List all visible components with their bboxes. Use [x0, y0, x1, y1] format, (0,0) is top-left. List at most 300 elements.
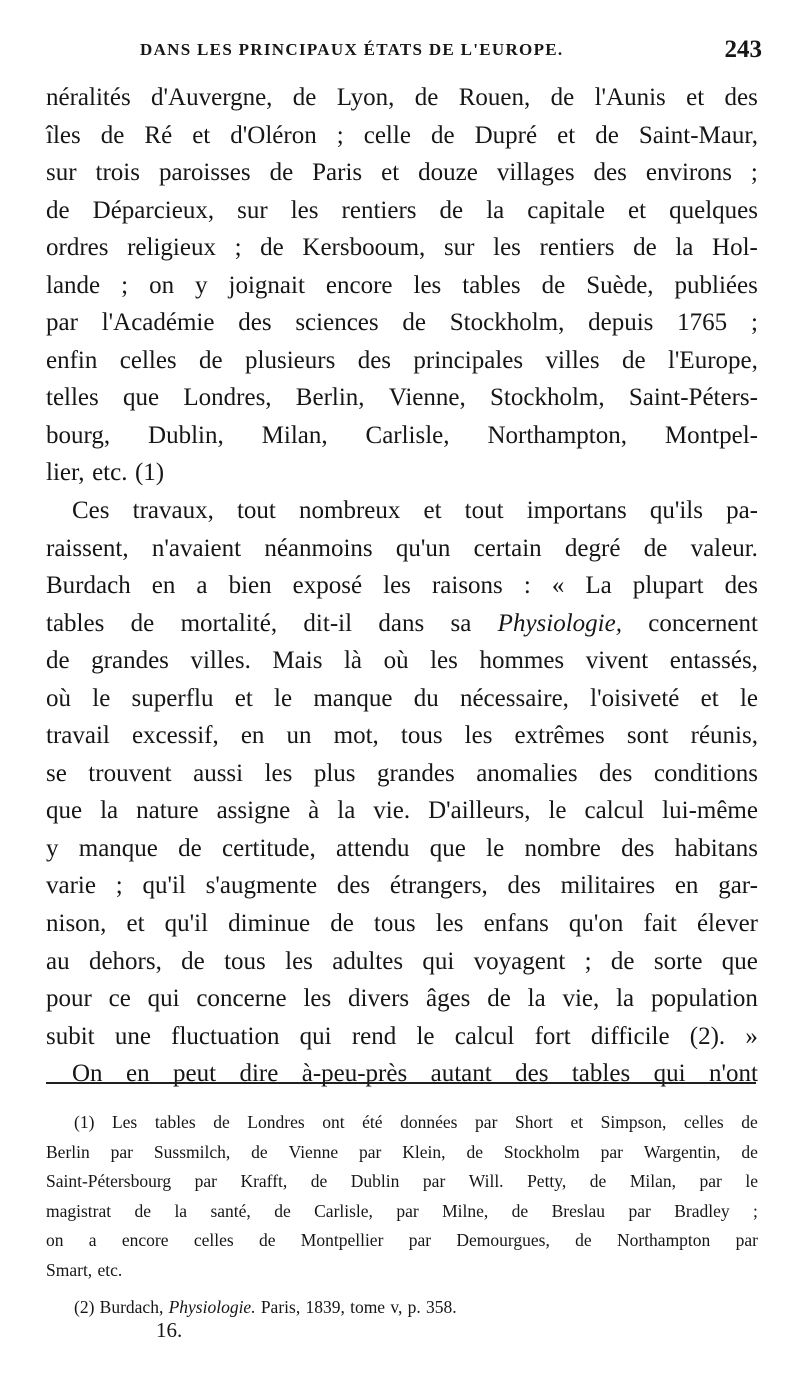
footnote-word: de [134, 1200, 152, 1221]
body-word: et [628, 196, 647, 224]
body-word: trouvent [88, 759, 172, 787]
footnote-word: Wargentin, [643, 1141, 721, 1162]
body-word: La [585, 572, 612, 600]
body-word: concerne [196, 985, 287, 1013]
body-word: bourg, [46, 421, 111, 449]
body-word: tous [400, 722, 443, 750]
body-word: les [430, 647, 458, 675]
body-word: réunis, [690, 722, 758, 750]
signature-mark: 16. [156, 1318, 183, 1342]
body-word: tout [464, 497, 504, 525]
body-word: telles [46, 384, 99, 412]
body-word: l'oisiveté [590, 684, 680, 712]
body-word: Lyon, [336, 84, 395, 111]
body-word: : [523, 572, 531, 600]
body-word: pa- [726, 497, 758, 525]
footnote-word: par [422, 1171, 446, 1191]
body-word: vie, [562, 985, 600, 1013]
body-word: des [593, 159, 627, 187]
footnote-word: celles [193, 1230, 234, 1250]
footnote-word: Northampton [616, 1230, 711, 1250]
body-word: villes [545, 346, 600, 374]
body-word: là [343, 647, 363, 675]
body-word: néanmoins [264, 534, 373, 562]
body-word: fait [643, 910, 677, 938]
footnote-word: ont [322, 1112, 345, 1132]
footnote-word: Berlin [46, 1141, 90, 1162]
footnote-word: (1) [74, 1112, 95, 1132]
body-word: extrêmes [514, 722, 605, 750]
body-word: Déparcieux, [92, 196, 215, 224]
footnote-word: par [628, 1200, 651, 1221]
body-word: des [238, 309, 272, 337]
footnote-word: Physiologie. [168, 1297, 256, 1317]
body-line [46, 605, 758, 643]
body-word: Kersbooum, [302, 234, 426, 262]
footnote-word: Stockholm [503, 1141, 580, 1162]
footnote-word: 1839, [305, 1297, 345, 1317]
body-word: travail [46, 722, 110, 750]
footnote-line [46, 1226, 758, 1256]
body-word: que [46, 797, 83, 825]
footnote-word: et [570, 1112, 584, 1132]
body-word: degré [564, 534, 621, 562]
body-word: grandes [376, 759, 455, 787]
body-word: se [46, 759, 67, 787]
body-word: peut [172, 1060, 217, 1088]
footnote-word: de [741, 1141, 758, 1162]
footnote-word: de [575, 1230, 592, 1250]
body-word: sur [443, 234, 475, 262]
body-word: gar- [718, 872, 758, 900]
body-word: lui-même [662, 797, 758, 825]
body-word: les [383, 572, 411, 600]
footnote-word: tome [350, 1297, 386, 1317]
footnote-word: 358. [425, 1297, 457, 1317]
body-word: en [125, 1060, 150, 1088]
body-word: religieux [127, 234, 216, 262]
body-word: la [675, 234, 694, 262]
body-word: diminue [228, 910, 311, 938]
body-word: adultes [332, 947, 404, 975]
body-word: au [46, 947, 70, 975]
body-word: à-peu-près [301, 1060, 408, 1088]
body-word: de [292, 84, 317, 111]
body-word: (2). [689, 1022, 726, 1050]
body-word: rentiers [539, 234, 615, 262]
body-word: ; [115, 872, 123, 900]
footnote-word: de [511, 1200, 529, 1221]
body-line [46, 943, 758, 981]
body-word: le [92, 684, 111, 712]
body-word: qui [653, 1060, 686, 1088]
body-word: sciences [295, 309, 379, 337]
body-word: excessif, [131, 722, 219, 750]
body-word: que [429, 834, 466, 862]
footnote-word: Demourgues, [456, 1230, 550, 1250]
body-word: et [126, 910, 145, 938]
body-word: celles [119, 346, 177, 374]
body-word: publiées [674, 271, 758, 299]
body-word: ; [584, 947, 592, 975]
body-word: bien [228, 572, 272, 600]
footnote-line [46, 1138, 758, 1168]
body-word: n'ont [708, 1060, 758, 1088]
footnote-word: ; [752, 1200, 758, 1221]
body-word: environs [645, 159, 732, 187]
body-word: D'ailleurs, [428, 797, 531, 825]
body-word: et [700, 684, 719, 712]
body-word: l'Europe, [667, 346, 758, 374]
footnote-word: Simpson, [600, 1112, 667, 1132]
body-word: qu'un [395, 534, 451, 562]
body-word: trois [95, 159, 140, 187]
body-word: Ces [72, 497, 110, 525]
body-word: Montpel- [664, 421, 758, 449]
body-word: attendu [335, 834, 410, 862]
footnote-word: la [174, 1200, 188, 1221]
body-word: des [599, 759, 633, 787]
body-word: ordres [46, 234, 109, 262]
body-word: la [337, 797, 356, 825]
body-word: que [721, 947, 758, 975]
body-line [46, 492, 758, 530]
body-word: îles [46, 121, 81, 149]
body-word: où [46, 684, 71, 712]
body-word: de [330, 910, 354, 938]
body-word: Suède, [586, 271, 654, 299]
body-word: » [745, 1022, 758, 1050]
body-word: en [151, 572, 176, 600]
body-word: Hol- [712, 234, 758, 262]
body-word: du [413, 684, 439, 712]
footnote-word: de [251, 1141, 268, 1162]
body-word: ; [121, 271, 129, 299]
body-line [46, 79, 758, 117]
body-line [46, 530, 758, 568]
body-word: 1765 [677, 309, 728, 337]
body-word: en [674, 872, 699, 900]
footnote-word: Montpellier [300, 1230, 384, 1250]
footnote-word: p. [407, 1297, 421, 1317]
body-word: Paris [312, 159, 363, 187]
body-word: superflu [131, 684, 214, 712]
body-word: tables [46, 609, 105, 637]
body-word: on [149, 271, 175, 299]
footnote-word: par [396, 1200, 419, 1221]
body-word: en [240, 722, 265, 750]
footnote-word: de [213, 1112, 230, 1132]
footnote-word: Smart, [46, 1259, 93, 1280]
body-word: de [439, 196, 464, 224]
body-word: plusieurs [245, 346, 336, 374]
footnote-word: (2) [74, 1297, 95, 1317]
body-word: certain [473, 534, 542, 562]
footnote-word: par [359, 1141, 382, 1162]
footnote-word: Milne, [442, 1200, 489, 1221]
body-word: les [413, 271, 442, 299]
body-word: et [423, 497, 442, 525]
body-word: sorte [653, 947, 703, 975]
body-word: travaux, [132, 497, 214, 525]
body-line [46, 1055, 758, 1093]
body-word: Dupré [474, 121, 538, 149]
footnote-word: encore [121, 1230, 169, 1250]
footnote-line [46, 1293, 758, 1323]
body-word: sur [237, 196, 268, 224]
body-word: dire [239, 1060, 279, 1088]
body-word: autant [430, 1060, 492, 1088]
body-word: exposé [292, 572, 363, 600]
body-word: ; [750, 159, 758, 187]
body-word: des [336, 872, 371, 900]
body-word: y [195, 271, 208, 299]
body-word: de [46, 647, 70, 675]
body-word: tous [224, 947, 266, 975]
body-word: une [114, 1022, 151, 1050]
body-word: paroisses [158, 159, 251, 187]
body-word: certitude, [222, 834, 316, 862]
body-word: conditions [653, 759, 758, 787]
body-word: des [515, 1060, 549, 1088]
footnote-word: Krafft, [240, 1171, 288, 1191]
body-word: villages [496, 159, 575, 187]
body-word: Burdach [46, 572, 131, 600]
body-word: celle [363, 121, 411, 149]
body-word: Londres, [183, 384, 272, 412]
body-word: Ré [144, 121, 173, 149]
footnote-word: tables [154, 1112, 196, 1132]
body-word: s'augmente [205, 872, 318, 900]
body-word: qui [147, 985, 180, 1013]
body-word: nombre [524, 834, 601, 862]
body-word: de [541, 271, 566, 299]
body-word: nison, [46, 910, 107, 938]
body-word: Mais [272, 647, 323, 675]
body-word: Vienne, [388, 384, 466, 412]
body-word: pour [46, 985, 92, 1013]
body-word: mortalité, [180, 609, 278, 637]
body-word: sa [450, 609, 472, 637]
body-word: lier, [46, 459, 85, 487]
body-word: la [486, 196, 505, 224]
body-word: d'Oléron [230, 121, 317, 149]
body-word: par [46, 309, 78, 337]
body-word: Milan, [261, 421, 328, 449]
body-word: lande [46, 271, 101, 299]
body-word: des [357, 346, 392, 374]
footnote-word: données [400, 1112, 458, 1132]
body-word: nombreux [299, 497, 401, 525]
body-word: fort [534, 1022, 571, 1050]
body-word: Carlisle, [365, 421, 450, 449]
body-word: Physiologie, [497, 609, 622, 637]
body-word: enfans [483, 910, 549, 938]
footnote-word: celles [683, 1112, 724, 1132]
body-word: qu'il [164, 910, 209, 938]
body-word: des [724, 572, 758, 600]
body-word: les [435, 910, 464, 938]
body-word: varie [46, 872, 96, 900]
body-word: un [286, 722, 312, 750]
body-word: élever [696, 910, 758, 938]
body-word: à [308, 797, 320, 825]
body-word: les [303, 985, 332, 1013]
body-line [46, 117, 758, 155]
body-word: qu'on [568, 910, 624, 938]
body-word: qu'il [142, 872, 186, 900]
body-word: les [264, 759, 293, 787]
body-line [46, 980, 758, 1018]
body-word: sont [626, 722, 669, 750]
body-line [46, 379, 758, 417]
body-word: capitale [527, 196, 605, 224]
footnote-word: santé, [210, 1200, 251, 1221]
footnote-word: de [466, 1141, 483, 1162]
body-word: Saint-Maur, [638, 121, 758, 149]
footnote-word: de [310, 1171, 328, 1191]
body-word: fluctuation [171, 1022, 280, 1050]
body-word: rend [351, 1022, 397, 1050]
body-word: que [123, 384, 160, 412]
body-word: vie. [373, 797, 411, 825]
body-line [46, 717, 758, 755]
body-word: divers [348, 985, 410, 1013]
body-word: grandes [91, 647, 169, 675]
body-word: encore [325, 271, 393, 299]
body-word: les [285, 947, 313, 975]
footnote-rule [46, 1082, 756, 1084]
body-word: (1) [134, 459, 165, 487]
body-word: Dublin, [148, 421, 224, 449]
footnote-line [46, 1108, 758, 1138]
body-word: où [383, 647, 409, 675]
body-word: quelques [669, 196, 758, 224]
body-word: et [557, 121, 576, 149]
body-word: calcul [454, 1022, 515, 1050]
body-word: de [595, 121, 619, 149]
body-word: tous [373, 910, 416, 938]
body-word: dans [378, 609, 425, 637]
body-line [46, 1018, 758, 1056]
footnote-line [46, 1167, 758, 1197]
body-word: Northampton, [487, 421, 628, 449]
body-word: plus [313, 759, 356, 787]
body-word: Rouen, [458, 84, 531, 111]
body-word: étrangers, [389, 872, 488, 900]
body-word: mot, [333, 722, 379, 750]
footnote-word: par [600, 1141, 623, 1162]
body-word: de [46, 196, 70, 224]
body-word: anomalies [476, 759, 578, 787]
footnote-word: Paris, [260, 1297, 301, 1317]
footnote-word: Les [111, 1112, 138, 1132]
body-word: tables [462, 271, 521, 299]
body-word: le [486, 834, 505, 862]
body-word: des [507, 872, 541, 900]
body-line [46, 229, 758, 267]
body-word: Stockholm, [449, 309, 565, 337]
body-word: vivent [585, 647, 649, 675]
body-word: concernent [648, 609, 758, 637]
body-word: manque [313, 684, 393, 712]
footnotes [46, 1108, 758, 1323]
body-line [46, 267, 758, 305]
body-word: de [643, 534, 668, 562]
body-word: le [548, 797, 567, 825]
body-line [46, 642, 758, 680]
body-line [46, 454, 758, 492]
body-word: qu'ils [649, 497, 703, 525]
body-word: depuis [588, 309, 654, 337]
body-word: nécessaire, [459, 684, 569, 712]
footnote-word: de [274, 1200, 291, 1221]
body-word: difficile [590, 1022, 670, 1050]
body-word: des [724, 84, 758, 111]
footnote-word: Dublin [350, 1171, 400, 1191]
body-word: douze [418, 159, 478, 187]
body-word: y [46, 834, 59, 862]
body-word: le [416, 1022, 435, 1050]
footnote-word: Milan, [629, 1171, 676, 1191]
body-word: dehors, [88, 947, 162, 975]
body-word: tout [236, 497, 276, 525]
footnote-word: par [194, 1171, 217, 1191]
body-word: les [290, 196, 319, 224]
body-word: dit-il [303, 609, 353, 637]
body-word: qui [422, 947, 455, 975]
body-word: importans [526, 497, 627, 525]
body-word: et [192, 121, 211, 149]
footnote-word: par [475, 1112, 498, 1132]
body-word: de [178, 834, 202, 862]
body-word: population [650, 985, 758, 1013]
footnote-word: par [735, 1230, 758, 1250]
body-line [46, 192, 758, 230]
body-line [46, 905, 758, 943]
body-word: villes. [190, 647, 251, 675]
body-line [46, 304, 758, 342]
footnote-word: Sussmilch, [153, 1141, 231, 1162]
body-word: ; [336, 121, 344, 149]
page-header [46, 36, 762, 70]
body-word: ; [234, 234, 242, 262]
footnote-word: été [362, 1112, 383, 1132]
footnote-word: Short [514, 1112, 553, 1132]
body-word: l'Académie [101, 309, 215, 337]
body-word: tables [571, 1060, 631, 1088]
footnote-word: de [741, 1112, 758, 1132]
body-word: a [196, 572, 208, 600]
body-line [46, 567, 758, 605]
body-word: manque [78, 834, 158, 862]
body-word: ce [108, 985, 131, 1013]
page-number: 243 [724, 36, 762, 63]
body-word: de [402, 309, 426, 337]
footnote-line [46, 1197, 758, 1227]
body-word: « [551, 572, 565, 600]
body-word: les [493, 234, 521, 262]
body-word: habitans [674, 834, 758, 862]
body-word: et [686, 84, 705, 111]
body-line [46, 792, 758, 830]
body-word: entassés, [669, 647, 758, 675]
body-word: aussi [193, 759, 244, 787]
footnote-word: Petty, [527, 1171, 567, 1191]
footnote-word: Will. [468, 1171, 504, 1191]
footnote-word: etc. [97, 1259, 123, 1280]
body-word: et [234, 684, 253, 712]
